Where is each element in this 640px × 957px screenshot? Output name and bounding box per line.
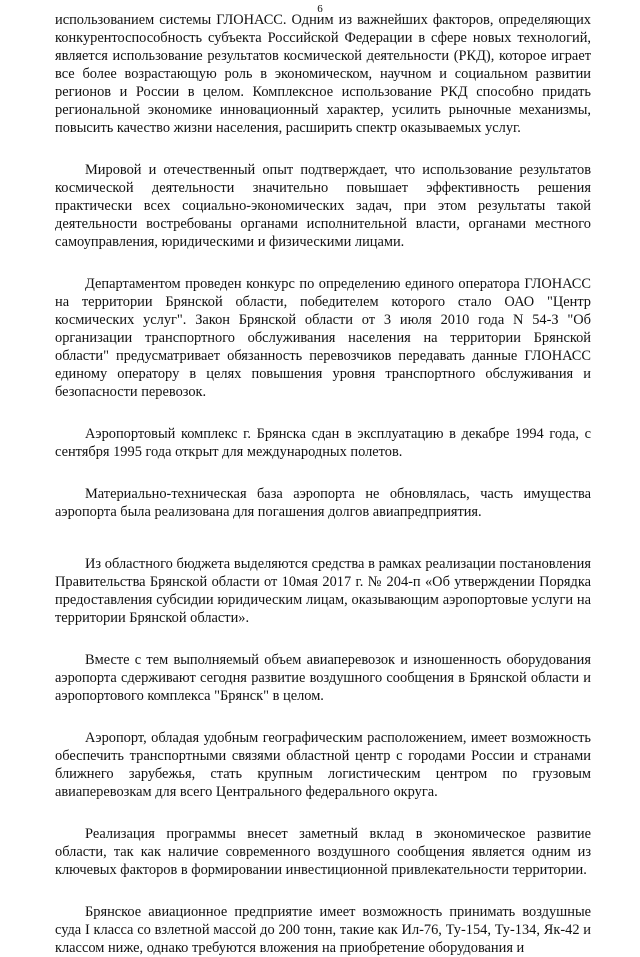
paragraph-glonass-operator: Департаментом проведен конкурс по определению единого оператора ГЛОНАСС на территории Брянской области, победителем которого стало ОАО "Центр космических услуг". Закон Брянской области от 3 июля 2010 года N 54-З "Об организации транспортного обслуживания населения на территории Брянской области" предусматривает обязанность перевозчиков передавать данные ГЛОНАСС единому оператору в целях повышения уровня транспортного обслуживания и безопасности перевозок. xyxy=(55,276,591,400)
paragraph-program-impact: Реализация программы внесет заметный вклад в экономическое развитие области, так как наличие современного воздушного сообщения является одним из ключевых факторов в формировании инвестиционной привлекательности территории. xyxy=(55,826,591,878)
paragraph-airport-history: Аэропортовый комплекс г. Брянска сдан в эксплуатацию в декабре 1994 года, с сентября 1995 года открыт для международных полетов. xyxy=(55,426,591,460)
paragraph-airport-assets: Материально-техническая база аэропорта не обновлялась, часть имущества аэропорта была реализована для погашения долгов авиапредприятия. xyxy=(55,486,591,520)
page-number: 6 xyxy=(317,3,323,15)
paragraph-geographic-position: Аэропорт, обладая удобным географическим расположением, имеет возможность обеспечить транспортными связями областной центр с городами России и странами ближнего зарубежья, стать крупным логистическим центром по грузовым авиаперевозкам для всего Центрального федерального округа. xyxy=(55,730,591,800)
paragraph-budget-subsidy: Из областного бюджета выделяются средства в рамках реализации постановления Правительства Брянской области от 10мая 2017 г. № 204-п «Об утверждении Порядка предоставления субсидии юридическим лицам, оказывающим аэропортовые услуги на территории Брянской области». xyxy=(55,556,591,626)
paragraph-world-experience: Мировой и отечественный опыт подтверждает, что использование результатов космической деятельности значительно повышает эффективность решения практически всех социально-экономических задач, при этом результаты такой деятельности востребованы органами исполнительной власти, органами местного самоуправления, юридическими и физическими лицами. xyxy=(55,162,591,250)
document-body xyxy=(55,11,591,957)
paragraph-aircraft-capacity: Брянское авиационное предприятие имеет возможность принимать воздушные суда I класса со взлетной массой до 200 тонн, такие как Ил-76, Ту-154, Ту-134, Як-42 и классом ниже, однако требуются вложения на приобретение оборудования и xyxy=(55,904,591,956)
paragraph-traffic-constraints: Вместе с тем выполняемый объем авиаперевозок и изношенность оборудования аэропорта сдерживают сегодня развитие воздушного сообщения в Брянской области и аэропортового комплекса "Брянск" в целом. xyxy=(55,652,591,704)
paragraph-glonass-rkd: использованием системы ГЛОНАСС. Одним из важнейших факторов, определяющих конкурентоспособность субъекта Российской Федерации в сфере новых технологий, является использование результатов космической деятельности (РКД), которое играет все более возрастающую роль в экономическом, научном и социальном развитии регионов и России в целом. Комплексное использование РКД способно придать региональной экономике инновационный характер, усилить рыночные механизмы, повысить качество жизни населения, расширить спектр оказываемых услуг. xyxy=(55,12,591,136)
